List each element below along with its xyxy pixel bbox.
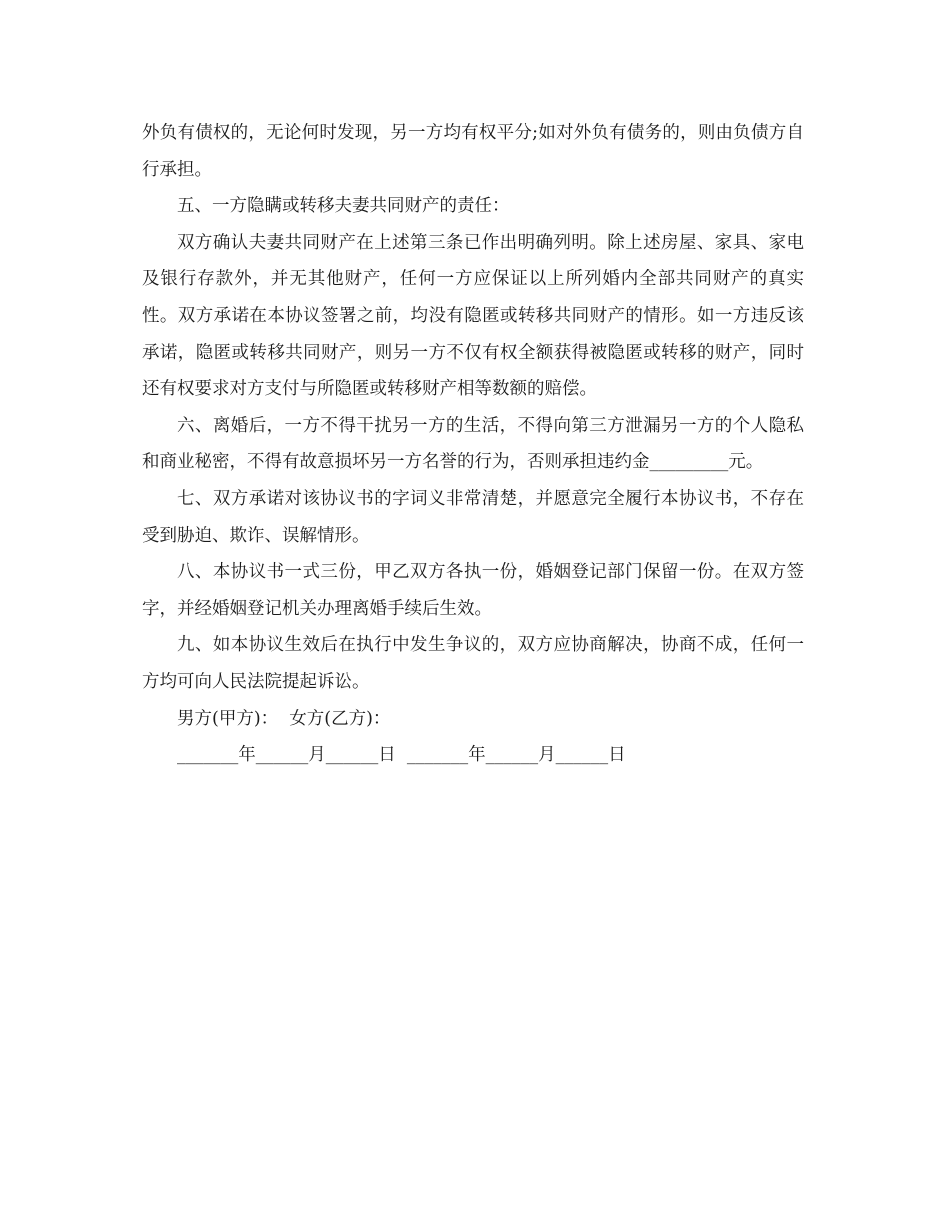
signature-dates: _______年______月______日 _______年______月______日 [177, 745, 626, 766]
paragraph-continuation: 外负有债权的，无论何时发现，另一方均有权平分;如对外负有债务的，则由负债方自行承担。 [142, 123, 804, 180]
clause-6: 六、离婚后，一方不得干扰另一方的生活，不得向第三方泄漏另一方的个人隐私和商业秘密，不得有故意损坏另一方名誉的行为，否则承担违约金_________元。 [142, 415, 804, 473]
clause-5-body: 双方确认夫妻共同财产在上述第三条已作出明确列明。除上述房屋、家具、家电及银行存款外，并无其他财产，任何一方应保证以上所列婚内全部共同财产的真实性。双方承诺在本协议签署之前，均没有隐匿或转移共同财产的情形。如一方违反该承诺，隐匿或转移共同财产，则另一方不仅有权全额获得被隐匿或转移的财产，同时还有权要求对方支付与所隐匿或转移财产相等数额的赔偿。 [142, 232, 804, 400]
signature-parties: 男方(甲方)： 女方(乙方)： [177, 708, 391, 729]
clause-5-heading: 五、一方隐瞒或转移夫妻共同财产的责任： [177, 196, 510, 217]
clause-9: 九、如本协议生效后在执行中发生争议的，双方应协商解决，协商不成，任何一方均可向人民法院提起诉讼。 [142, 635, 804, 692]
clause-7: 七、双方承诺对该协议书的字词义非常清楚，并愿意完全履行本协议书，不存在受到胁迫、欺诈、误解情形。 [142, 488, 804, 546]
clause-8: 八、本协议书一式三份，甲乙双方各执一份，婚姻登记部门保留一份。在双方签字，并经婚姻登记机关办理离婚手续后生效。 [142, 562, 804, 619]
document-page [142, 115, 804, 774]
